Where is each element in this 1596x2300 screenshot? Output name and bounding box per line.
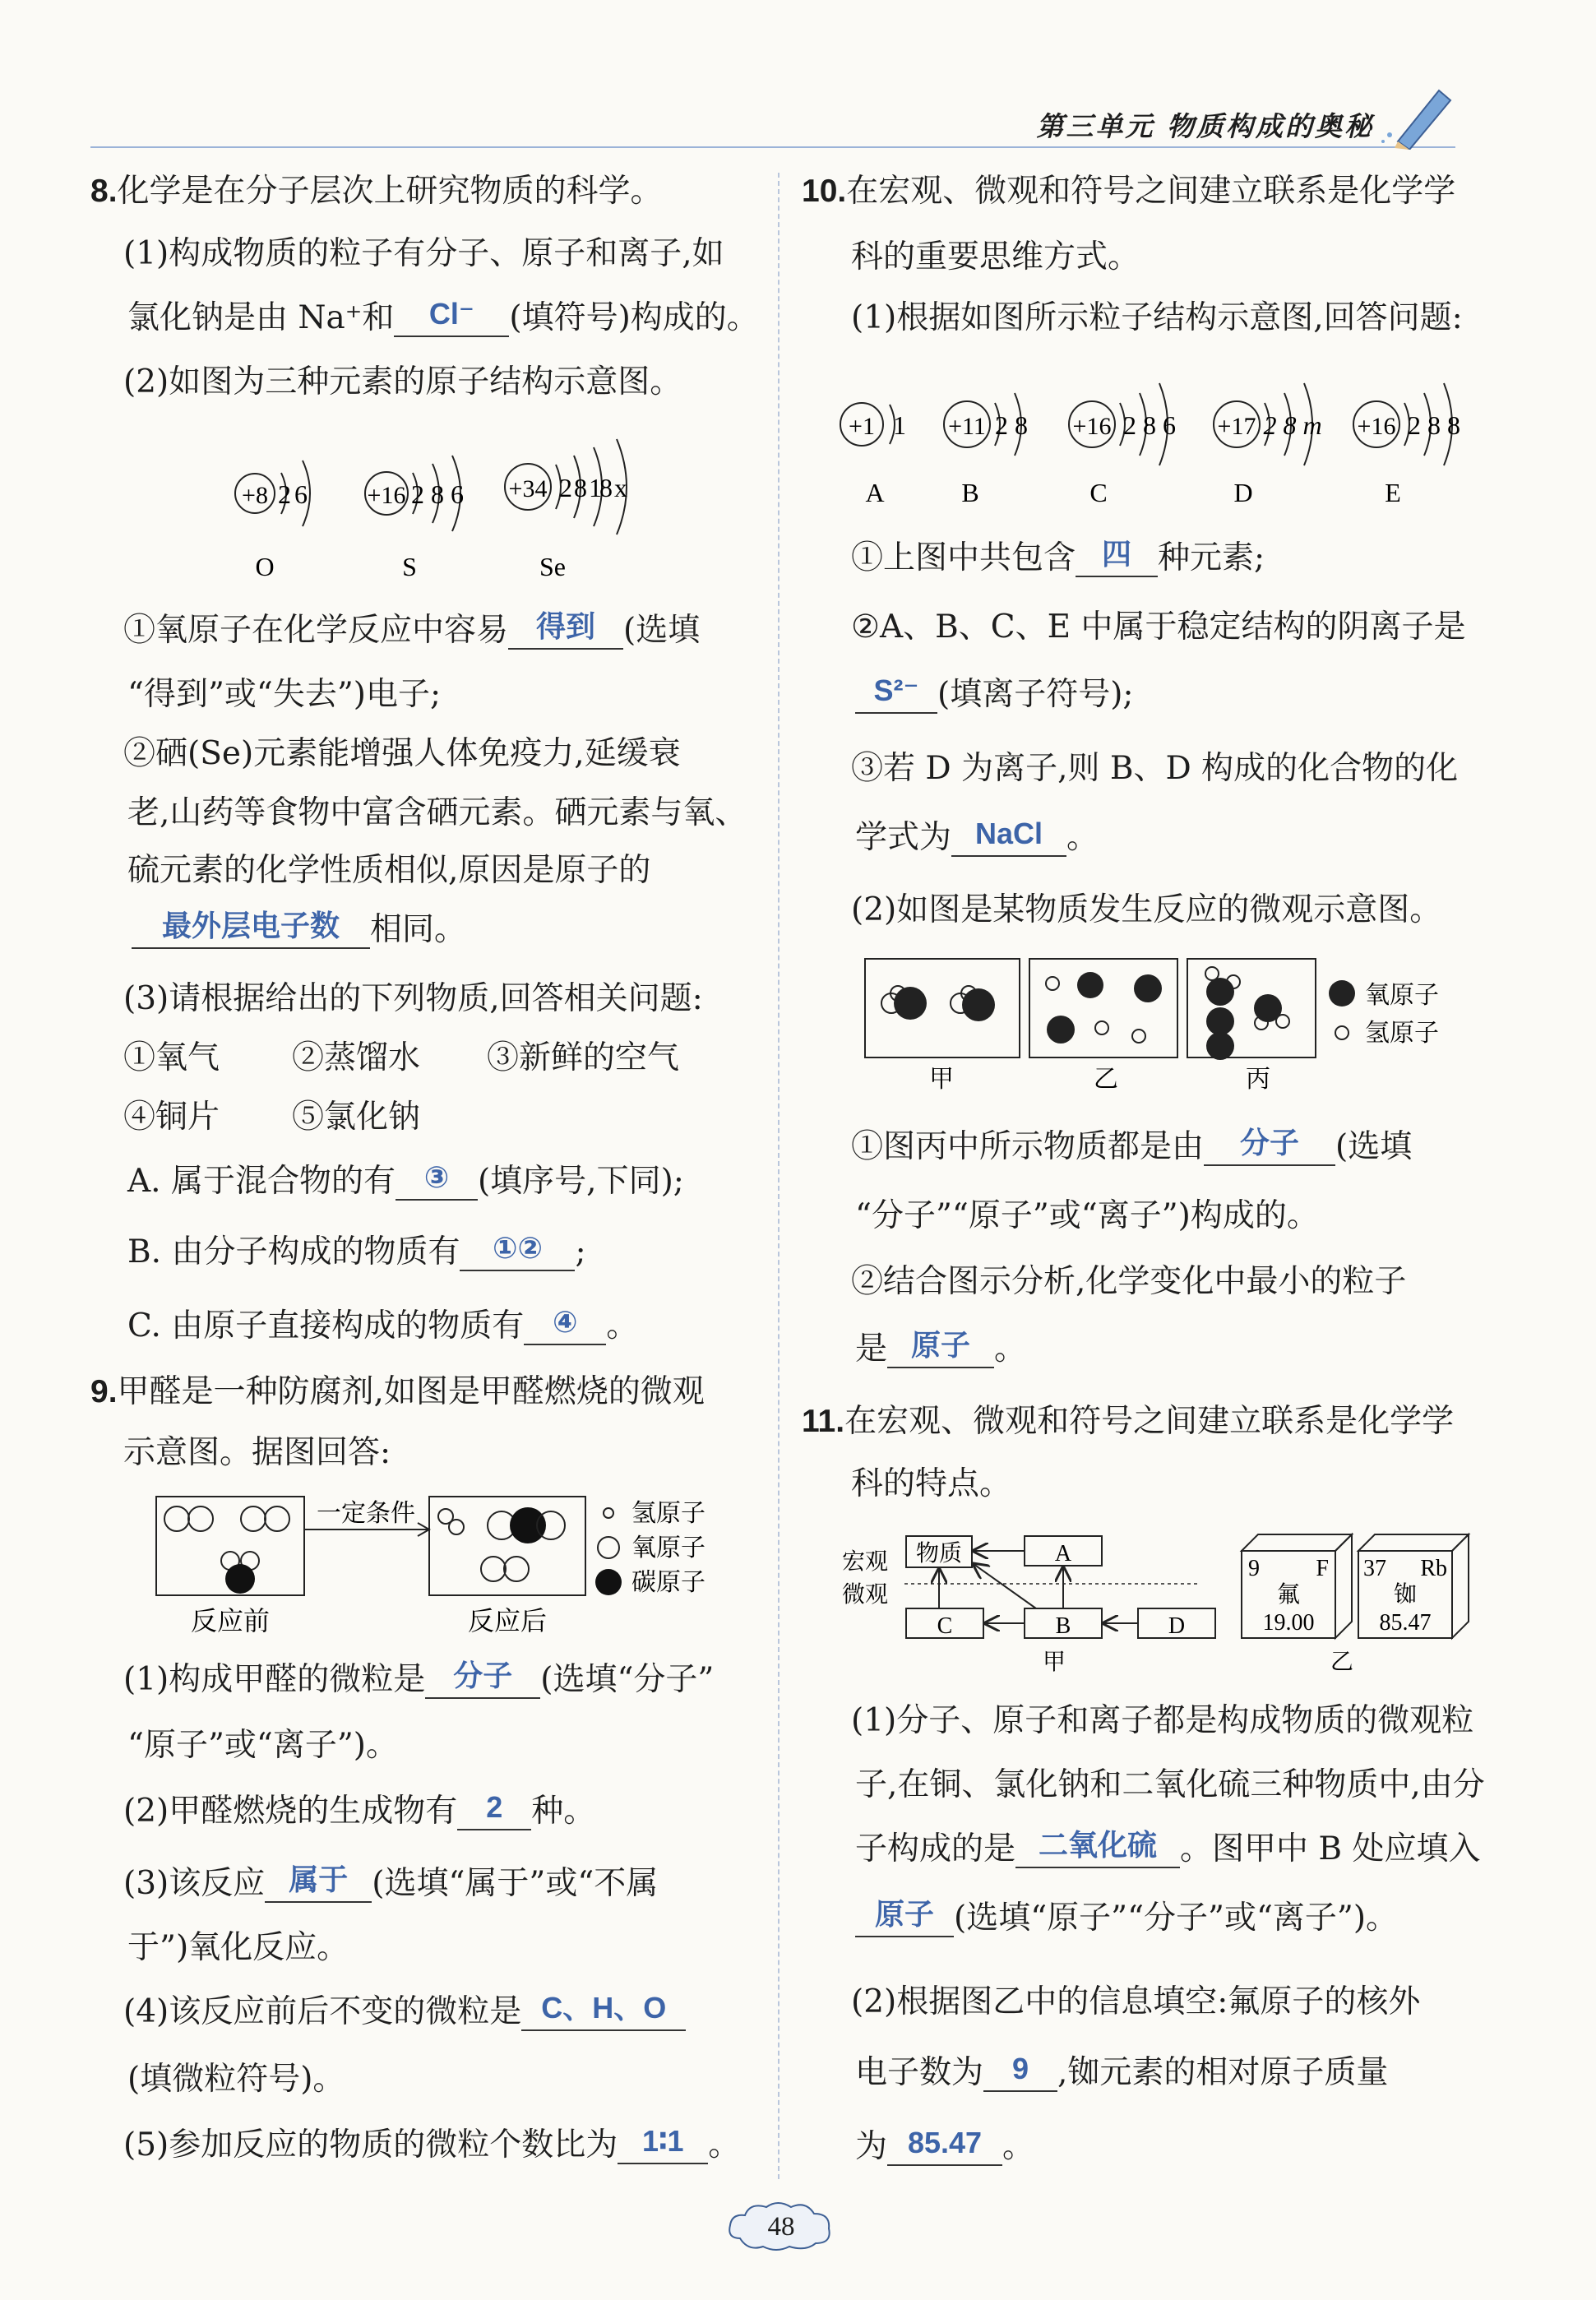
q9-p4-b: (填微粒符号)。 <box>127 2061 345 2098</box>
svg-text:氧原子: 氧原子 <box>631 1534 705 1562</box>
svg-text:A: A <box>1054 1541 1072 1566</box>
q8-title: 8.化学是在分子层次上研究物质的科学。 <box>90 173 663 210</box>
svg-text:+8: +8 <box>242 482 268 509</box>
svg-text:Se: Se <box>539 552 566 581</box>
q11-diagram <box>839 1518 1480 1682</box>
q11-p2-l3: 为 85.47 。 <box>855 2126 1035 2165</box>
q8-p1-line2: 氯化钠是由 Na⁺和 Cl⁻ (填符号)构成的。 <box>127 297 759 336</box>
svg-text:乙: 乙 <box>1094 1066 1118 1093</box>
svg-text:反应前: 反应前 <box>190 1606 271 1636</box>
q8-s2-blank[interactable]: 最外层电子数 <box>132 914 370 949</box>
q9-p2: (2)甲醛燃烧的生成物有 2 种。 <box>123 1790 596 1830</box>
q10-p1: (1)根据如图所示粒子结构示意图,回答问题: <box>851 299 1463 336</box>
q8-c-blank[interactable]: ④ <box>524 1311 606 1345</box>
svg-text:2 8 m: 2 8 m <box>1263 410 1322 440</box>
svg-text:反应后: 反应后 <box>467 1606 548 1636</box>
q8-b: B. 由分子构成的物质有 ①② ; <box>127 1231 586 1270</box>
particle-e <box>1353 383 1460 507</box>
svg-text:+11: +11 <box>948 413 986 440</box>
q8-p1-line1: (1)构成物质的粒子有分子、原子和离子,如 <box>123 235 724 272</box>
particle-b <box>944 393 1028 507</box>
column-divider <box>778 173 779 2179</box>
q9-p1-blank[interactable]: 分子 <box>425 1664 540 1699</box>
q8-s2-l2: 老,山药等食物中富含硒元素。硒元素与氧、 <box>127 794 747 831</box>
q10-t2-b: 是 原子 。 <box>855 1328 1027 1368</box>
svg-text:Rb: Rb <box>1420 1556 1447 1581</box>
svg-text:2 8 18 x: 2 8 18 x <box>559 473 625 502</box>
q8-item-4: ④铜片 <box>123 1099 220 1136</box>
svg-text:2 8: 2 8 <box>995 410 1028 440</box>
particle-d <box>1214 383 1322 507</box>
svg-text:A: A <box>865 478 885 507</box>
svg-text:19.00: 19.00 <box>1262 1610 1315 1636</box>
q9-p3-blank[interactable]: 属于 <box>265 1868 372 1903</box>
svg-text:氟: 氟 <box>1276 1582 1301 1608</box>
particle-a <box>840 403 906 507</box>
svg-text:物质: 物质 <box>915 1541 963 1566</box>
q11-p2-l2: 电子数为 9 ,铷元素的相对原子质量 <box>855 2052 1389 2091</box>
q9-l2: 示意图。据图回答: <box>123 1434 391 1471</box>
q8-a: A. 属于混合物的有 ③ (填序号,下同); <box>127 1160 684 1200</box>
q11-p2-blank1[interactable]: 9 <box>983 2057 1057 2092</box>
q8-a-blank[interactable]: ③ <box>396 1166 478 1201</box>
svg-text:甲: 甲 <box>929 1066 954 1093</box>
svg-text:氢原子: 氢原子 <box>631 1500 705 1527</box>
page-number: 48 <box>767 2212 795 2242</box>
q8-item-2: ②蒸馏水 <box>292 1039 421 1076</box>
q11-l1: 11.在宏观、微观和符号之间建立联系是化学学 <box>802 1403 1455 1440</box>
q9-p1-c: “原子”或“离子”)。 <box>127 1727 398 1764</box>
q9-l1: 9.甲醛是一种防腐剂,如图是甲醛燃烧的微观 <box>90 1373 705 1410</box>
q10-l2: 科的重要思维方式。 <box>851 238 1140 275</box>
q9-p5: (5)参加反应的物质的微粒个数比为 1∶1 。 <box>123 2124 741 2163</box>
q11-p1-l1: (1)分子、原子和离子都是构成物质的微观粒 <box>851 1702 1474 1739</box>
svg-text:乙: 乙 <box>1330 1650 1354 1675</box>
svg-text:O: O <box>255 552 275 581</box>
header-bar <box>90 146 1455 148</box>
svg-text:+16: +16 <box>1072 413 1112 440</box>
q11-p1-blank2[interactable]: 原子 <box>855 1903 954 1937</box>
svg-text:2 8 8: 2 8 8 <box>1408 410 1460 440</box>
q8-p1-blank[interactable]: Cl⁻ <box>394 303 509 337</box>
q10-s3-blank[interactable]: NaCl <box>951 822 1066 857</box>
q8-item-5: ⑤氯化钠 <box>292 1099 421 1136</box>
q10-p2: (2)如图是某物质发生反应的微观示意图。 <box>851 891 1442 928</box>
q10-t2: ②结合图示分析,化学变化中最小的粒子 <box>851 1263 1407 1300</box>
q8-item-3: ③新鲜的空气 <box>487 1039 680 1076</box>
pencil-icon <box>1381 76 1464 150</box>
svg-text:宏观: 宏观 <box>842 1549 889 1575</box>
q9-p4-blank[interactable]: C、H、O <box>521 1997 686 2031</box>
atom-selenium <box>505 439 627 581</box>
q10-s2-blank[interactable]: S²⁻ <box>855 679 937 714</box>
element-card-f <box>1242 1534 1352 1638</box>
unit-title: 第三单元 物质构成的奥秘 <box>1036 110 1374 142</box>
q8-s1: ①氧原子在化学反应中容易 得到 (选填 <box>123 609 701 649</box>
q10-s2: ②A、B、C、E 中属于稳定结构的阴离子是 <box>851 609 1466 646</box>
q9-p4: (4)该反应前后不变的微粒是 C、H、O <box>123 1993 686 2031</box>
svg-text:氧原子: 氧原子 <box>1365 982 1439 1009</box>
q10-t1-c: “分子”“原子”或“离子”)构成的。 <box>855 1197 1319 1234</box>
atom-sulfur <box>365 456 464 581</box>
q11-p1-blank1[interactable]: 二氧化硫 <box>1015 1834 1180 1868</box>
svg-text:S: S <box>402 552 417 581</box>
q10-t1: ①图丙中所示物质都是由 分子 (选填 <box>851 1126 1413 1165</box>
svg-text:B: B <box>961 478 979 507</box>
q10-t2-blank[interactable]: 原子 <box>887 1334 994 1368</box>
q8-s2-l1: ②硒(Se)元素能增强人体免疫力,延缓衰 <box>123 735 681 772</box>
q8-c: C. 由原子直接构成的物质有 ④ 。 <box>127 1305 639 1344</box>
q8-b-blank[interactable]: ①② <box>460 1237 575 1271</box>
svg-text:E: E <box>1385 478 1401 507</box>
svg-text:2 6: 2 6 <box>278 479 306 509</box>
q11-l2: 科的特点。 <box>851 1465 1012 1502</box>
q8-atom-diagram <box>222 428 682 592</box>
q8-p2: (2)如图为三种元素的原子结构示意图。 <box>123 363 682 400</box>
svg-text:微观: 微观 <box>842 1582 889 1608</box>
svg-text:一定条件: 一定条件 <box>317 1500 415 1527</box>
q9-p2-blank[interactable]: 2 <box>457 1796 531 1830</box>
svg-text:2 8 6: 2 8 6 <box>1123 410 1176 440</box>
svg-text:C: C <box>937 1613 953 1639</box>
q10-s1-blank[interactable]: 四 <box>1076 543 1158 577</box>
q8-p3: (3)请根据给出的下列物质,回答相关问题: <box>123 980 703 1017</box>
q8-item-1: ①氧气 <box>123 1039 220 1076</box>
svg-text:F: F <box>1316 1556 1329 1581</box>
q9-p1: (1)构成甲醛的微粒是 分子 (选填“分子” <box>123 1659 715 1698</box>
q10-s3: ③若 D 为离子,则 B、D 构成的化合物的化 <box>851 750 1459 787</box>
q10-reaction-diagram <box>855 954 1480 1102</box>
q10-s1: ①上图中共包含 四 种元素; <box>851 537 1265 576</box>
q9-reaction-diagram <box>148 1480 740 1645</box>
svg-text:85.47: 85.47 <box>1379 1610 1432 1636</box>
q8-s2-l4: 最外层电子数 相同。 <box>132 911 466 949</box>
svg-text:+16: +16 <box>1357 413 1396 440</box>
svg-text:碳原子: 碳原子 <box>631 1569 705 1596</box>
q11-p1-l4: 原子 (选填“原子”“分子”或“离子”)。 <box>855 1900 1398 1937</box>
svg-text:+16: +16 <box>367 482 406 509</box>
q11-p2-l1: (2)根据图乙中的信息填空:氟原子的核外 <box>851 1983 1421 2020</box>
element-card-rb <box>1358 1534 1469 1638</box>
q10-s3-b: 学式为 NaCl 。 <box>855 817 1099 856</box>
atom-oxygen <box>235 460 310 581</box>
svg-text:37: 37 <box>1363 1556 1386 1581</box>
svg-text:+34: +34 <box>508 475 548 502</box>
q8-s1-blank[interactable]: 得到 <box>508 615 623 650</box>
particle-c <box>1069 383 1176 507</box>
q11-p2-blank2[interactable]: 85.47 <box>887 2131 1002 2166</box>
q10-l1: 10.在宏观、微观和符号之间建立联系是化学学 <box>802 173 1456 210</box>
q9-p3: (3)该反应 属于 (选填“属于”或“不属 <box>123 1863 659 1902</box>
q11-p1-l3: 子构成的是 二氧化硫 。图甲中 B 处应填入 <box>855 1828 1481 1867</box>
q8-s2-l3: 硫元素的化学性质相似,原因是原子的 <box>127 852 651 889</box>
svg-text:+1: +1 <box>849 413 875 440</box>
svg-text:甲: 甲 <box>1042 1650 1066 1675</box>
svg-text:铷: 铷 <box>1393 1582 1418 1608</box>
q10-t1-blank[interactable]: 分子 <box>1204 1131 1335 1166</box>
q9-p3-c: 于”)氧化反应。 <box>127 1929 349 1966</box>
svg-text:1: 1 <box>893 410 906 440</box>
q10-s2-b: S²⁻ (填离子符号); <box>855 676 1134 714</box>
svg-text:氢原子: 氢原子 <box>1365 1020 1439 1047</box>
svg-text:D: D <box>1168 1613 1186 1639</box>
svg-text:D: D <box>1233 478 1253 507</box>
q8-s1-c: “得到”或“失去”)电子; <box>127 676 442 713</box>
q10-particle-diagram <box>830 362 1488 518</box>
q11-p1-l2: 子,在铜、氯化钠和二氧化硫三种物质中,由分 <box>855 1766 1485 1803</box>
svg-text:+17: +17 <box>1217 413 1256 440</box>
svg-text:B: B <box>1055 1613 1071 1639</box>
q9-p5-blank[interactable]: 1∶1 <box>618 2130 708 2164</box>
svg-text:丙: 丙 <box>1246 1066 1270 1093</box>
svg-text:2 8 6: 2 8 6 <box>411 479 464 509</box>
svg-text:9: 9 <box>1248 1556 1260 1581</box>
svg-text:C: C <box>1089 478 1108 507</box>
